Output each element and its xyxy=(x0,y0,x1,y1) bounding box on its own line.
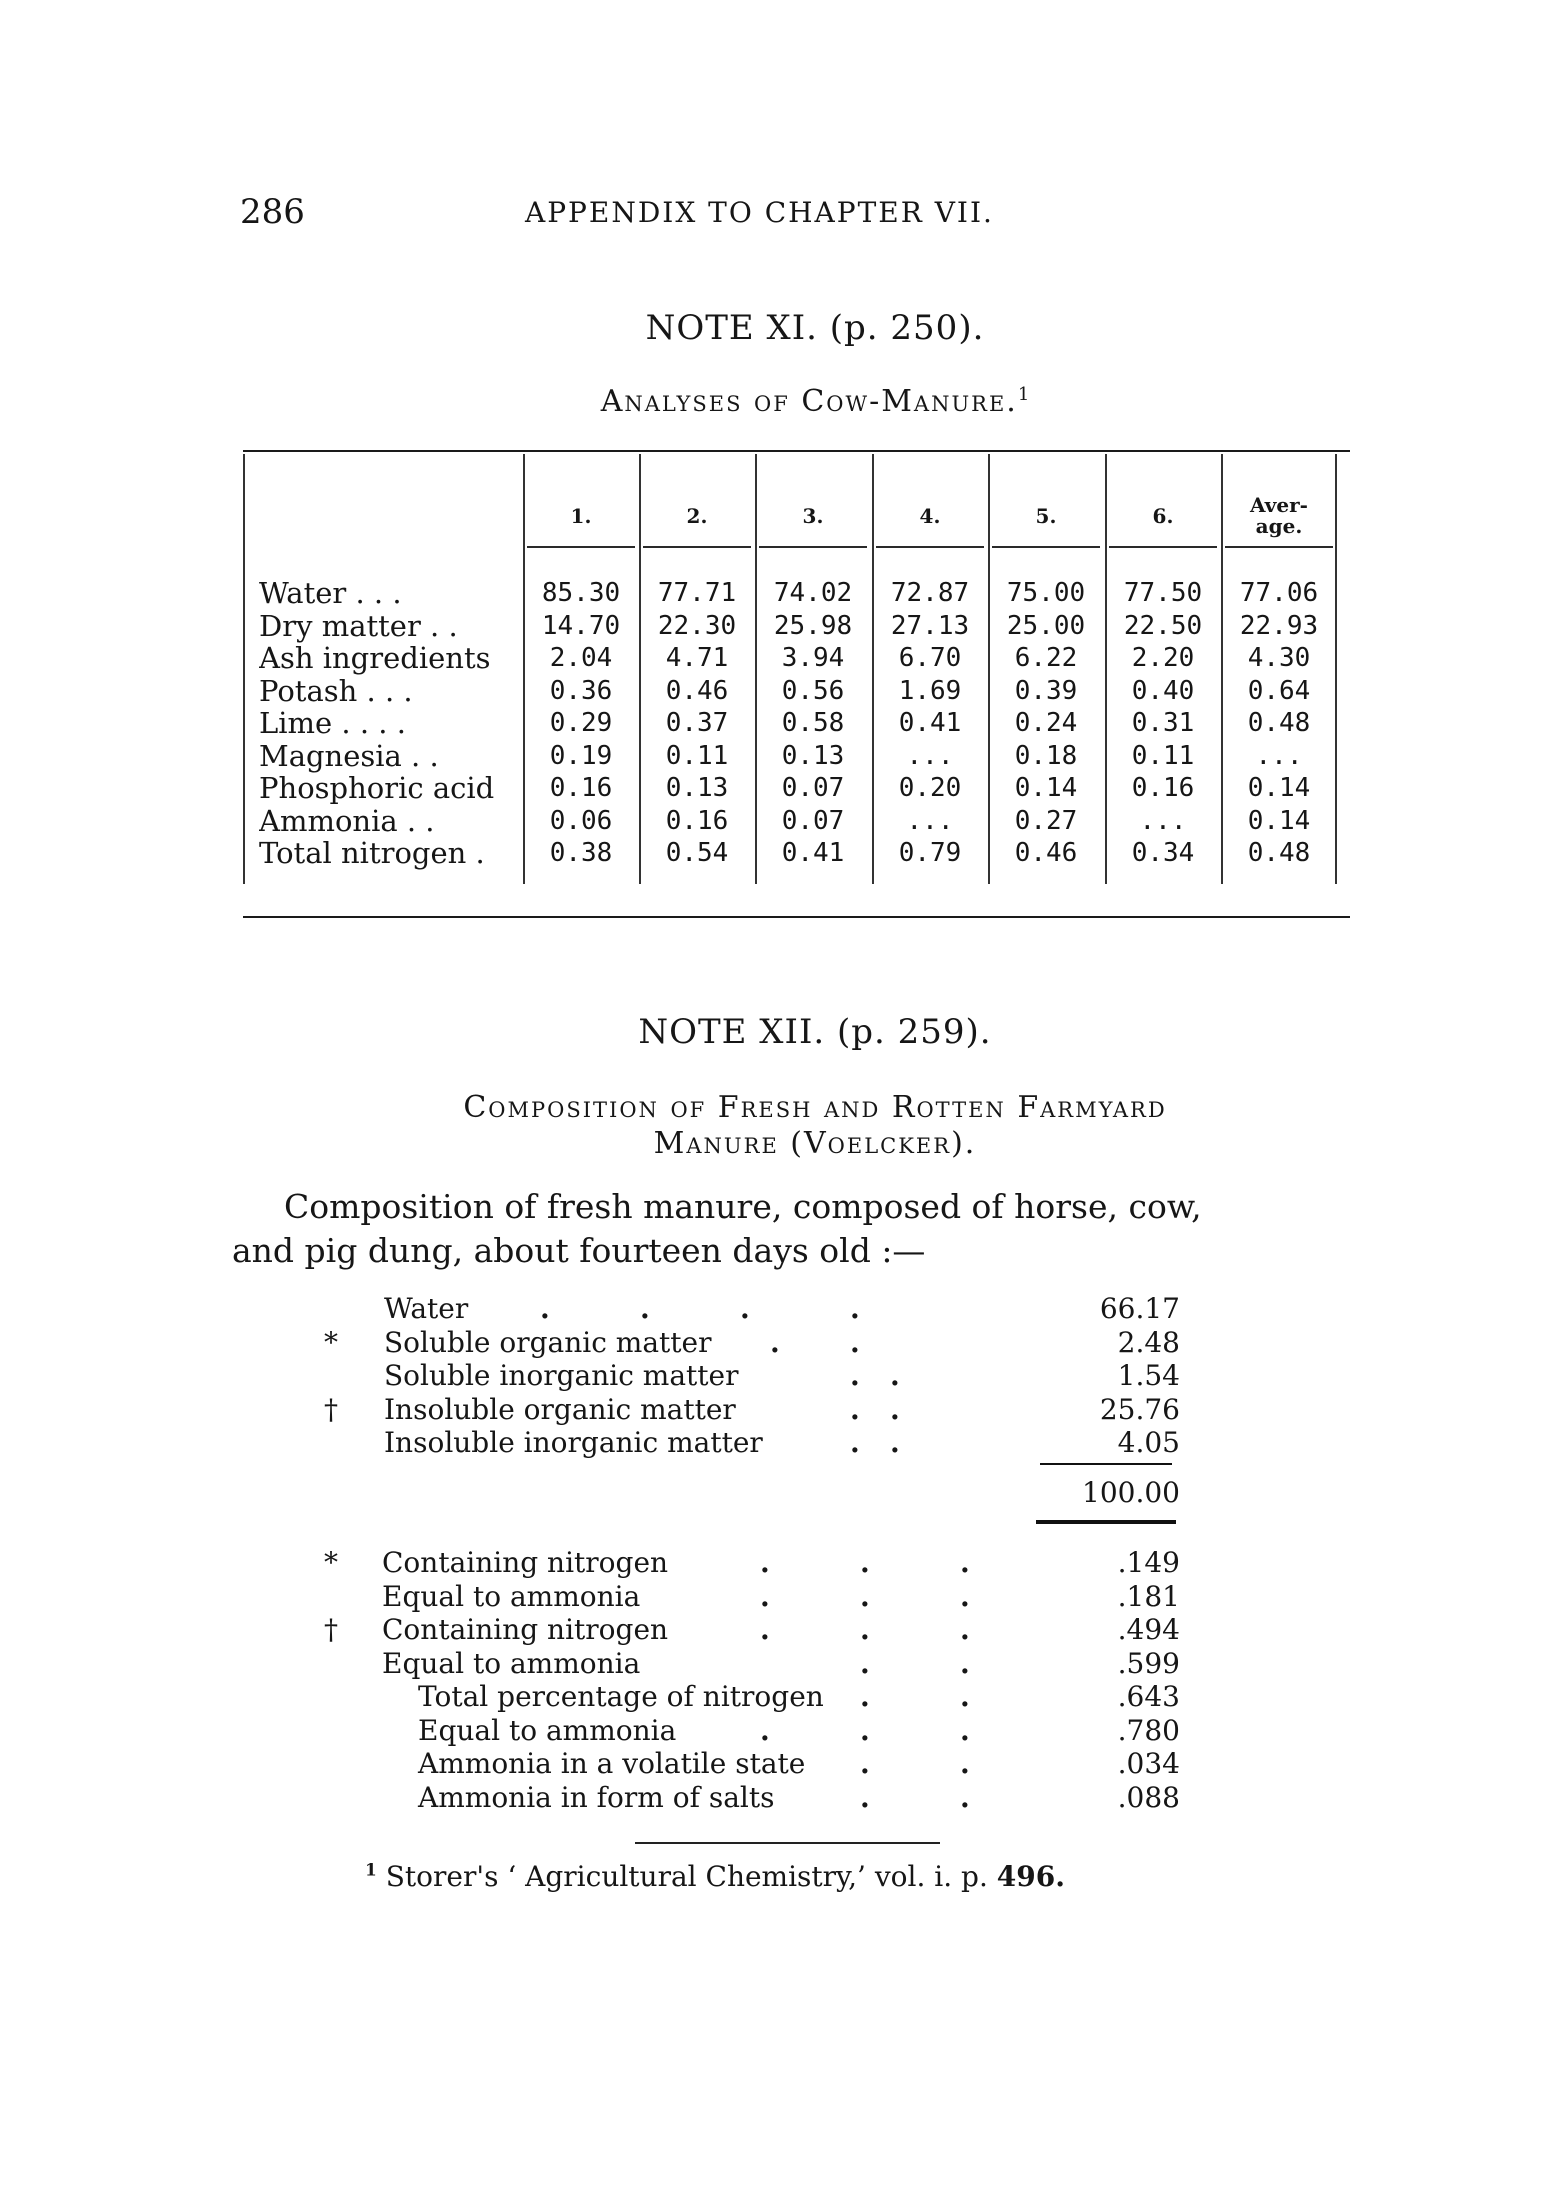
item-label: Soluble inorganic matter xyxy=(384,1359,739,1392)
item-label: Water xyxy=(384,1292,469,1325)
table-cell: 25.00 xyxy=(1006,610,1086,641)
list-item xyxy=(340,1747,1240,1780)
table-cell: 6.70 xyxy=(898,643,962,673)
header-part: Aver- xyxy=(1250,493,1308,517)
note-xi-caption-text: Analyses of Cow-Manure. xyxy=(600,384,1018,419)
row-label: Dry matter . . xyxy=(259,608,458,643)
header-rule xyxy=(527,546,635,548)
cow-manure-table xyxy=(243,450,1350,918)
list-item xyxy=(324,1546,1240,1579)
double-rule xyxy=(1036,1520,1176,1524)
column-header: 4. xyxy=(919,503,941,528)
table-cell: 22.50 xyxy=(1123,610,1203,641)
table-cell: 0.11 xyxy=(665,740,729,771)
table-cell: 0.13 xyxy=(665,773,729,803)
table-cell: ... xyxy=(1139,805,1187,836)
row-label: Ash ingredients xyxy=(259,641,491,675)
reference-mark: * xyxy=(324,1546,338,1579)
table-cell: 74.02 xyxy=(773,578,853,608)
table-row xyxy=(243,836,1350,868)
leader-dot: . xyxy=(890,1392,900,1426)
sum-rule xyxy=(1040,1463,1172,1465)
list-item xyxy=(340,1781,1240,1814)
total-value: 100.00 xyxy=(1082,1476,1180,1509)
reference-mark: † xyxy=(324,1613,338,1646)
table-cell: 0.06 xyxy=(549,805,613,836)
item-value: .088 xyxy=(1117,1780,1180,1814)
table-cell: 77.71 xyxy=(657,578,737,608)
table-cell: 0.19 xyxy=(549,740,613,771)
table-cell: 25.98 xyxy=(773,610,853,641)
table-cell: 0.37 xyxy=(665,708,729,738)
page-number: 286 xyxy=(240,192,305,232)
table-top-rule xyxy=(243,450,1350,452)
leader-dot: . xyxy=(860,1646,870,1680)
leader-dot: . xyxy=(640,1292,650,1325)
row-label: Magnesia . . xyxy=(259,738,439,773)
leader-dot: . xyxy=(860,1713,870,1747)
table-cell: 0.27 xyxy=(1014,805,1078,836)
table-cell: 0.13 xyxy=(781,740,845,771)
table-cell: ... xyxy=(1255,740,1303,771)
list-item xyxy=(340,1680,1240,1713)
table-cell: ... xyxy=(906,740,954,771)
row-label: Phosphoric acid xyxy=(259,771,495,805)
table-cell: 0.48 xyxy=(1247,708,1311,738)
leader-dot: . xyxy=(850,1325,860,1359)
leader-dot: . xyxy=(890,1359,900,1392)
reference-mark: † xyxy=(324,1392,338,1426)
item-value: 4.05 xyxy=(1117,1426,1180,1459)
table-cell: 4.71 xyxy=(665,643,729,673)
header-rule xyxy=(643,546,751,548)
header-part: age. xyxy=(1255,514,1303,538)
reference-mark: * xyxy=(324,1325,338,1359)
leader-dot: . xyxy=(860,1613,870,1646)
table-cell: 4.30 xyxy=(1247,643,1311,673)
note-xi-caption xyxy=(240,384,1390,419)
leader-dot: . xyxy=(850,1392,860,1426)
leader-dot: . xyxy=(960,1780,970,1814)
leader-dot: . xyxy=(850,1359,860,1392)
leader-dot: . xyxy=(540,1292,550,1325)
running-head: APPENDIX TO CHAPTER VII. xyxy=(525,196,994,229)
table-cell: 77.06 xyxy=(1239,578,1319,608)
footnote-page: 496. xyxy=(996,1860,1065,1893)
item-label: Soluble organic matter xyxy=(384,1325,712,1359)
leader-dot: . xyxy=(960,1680,970,1713)
table-cell: 0.14 xyxy=(1014,773,1078,803)
leader-dot: . xyxy=(860,1680,870,1713)
leader-dot: . xyxy=(770,1325,780,1359)
leader-dot: . xyxy=(860,1780,870,1814)
item-value: .599 xyxy=(1117,1646,1180,1680)
column-header xyxy=(1225,486,1333,546)
item-value: 2.48 xyxy=(1117,1325,1180,1359)
item-label: Equal to ammonia xyxy=(382,1646,641,1680)
table-cell: 0.16 xyxy=(1131,773,1195,803)
intro-line: Composition of fresh manure, composed of horse, cow, xyxy=(284,1187,1202,1226)
item-value: .181 xyxy=(1117,1579,1180,1613)
footnote-ref: 1 xyxy=(1017,384,1030,405)
table-cell: 0.24 xyxy=(1014,708,1078,738)
table-cell: 0.41 xyxy=(898,708,962,738)
note-xii-caption-line1: Composition of Fresh and Rotten Farmyard xyxy=(463,1090,1167,1125)
item-label: Equal to ammonia xyxy=(382,1579,641,1613)
item-value: 1.54 xyxy=(1117,1359,1180,1392)
table-row xyxy=(243,576,1350,608)
table-cell: 0.56 xyxy=(781,675,845,706)
list-item xyxy=(340,1714,1240,1747)
list-item xyxy=(324,1325,1240,1359)
list-item xyxy=(324,1613,1240,1646)
table-cell: 75.00 xyxy=(1006,578,1086,608)
table-cell: 0.58 xyxy=(781,708,845,738)
row-label: Potash . . . xyxy=(259,673,413,708)
leader-dot: . xyxy=(860,1579,870,1613)
table-cell: 0.07 xyxy=(781,805,845,836)
table-cell: 27.13 xyxy=(890,610,970,641)
item-label: Containing nitrogen xyxy=(382,1613,669,1646)
table-cell: 0.48 xyxy=(1247,838,1311,868)
table-cell: 22.30 xyxy=(657,610,737,641)
header-rule xyxy=(876,546,984,548)
intro-paragraph xyxy=(232,1185,1352,1273)
column-header: 2. xyxy=(686,503,708,528)
table-cell: 0.20 xyxy=(898,773,962,803)
list-item xyxy=(340,1426,1240,1459)
table-cell: 1.69 xyxy=(898,675,962,706)
table-cell: 2.20 xyxy=(1131,643,1195,673)
item-value: .780 xyxy=(1117,1713,1180,1747)
item-value: .494 xyxy=(1117,1613,1180,1646)
leader-dot: . xyxy=(960,1713,970,1747)
list-item xyxy=(340,1647,1240,1680)
column-header: 5. xyxy=(1035,503,1057,528)
total-row xyxy=(340,1476,1240,1509)
intro-line: and pig dung, about fourteen days old :— xyxy=(232,1231,926,1270)
leader-dot: . xyxy=(960,1747,970,1780)
item-label: Total percentage of nitrogen xyxy=(418,1680,824,1713)
header-rule xyxy=(992,546,1100,548)
table-cell: 0.41 xyxy=(781,838,845,868)
table-cell: 6.22 xyxy=(1014,643,1078,673)
table-cell: 72.87 xyxy=(890,578,970,608)
list-item xyxy=(324,1392,1240,1426)
table-cell: 2.04 xyxy=(549,643,613,673)
leader-dot: . xyxy=(960,1579,970,1613)
table-cell: 0.16 xyxy=(665,805,729,836)
list-item xyxy=(340,1580,1240,1613)
leader-dot: . xyxy=(760,1579,770,1613)
table-cell: 0.18 xyxy=(1014,740,1078,771)
table-cell: 0.31 xyxy=(1131,708,1195,738)
table-cell: 77.50 xyxy=(1123,578,1203,608)
table-cell: 0.14 xyxy=(1247,805,1311,836)
row-label: Lime . . . . xyxy=(259,706,406,740)
leader-dot: . xyxy=(960,1546,970,1579)
item-value: .149 xyxy=(1117,1546,1180,1579)
table-bottom-rule xyxy=(243,916,1350,918)
table-row xyxy=(243,609,1350,641)
item-value: .034 xyxy=(1117,1747,1180,1780)
note-xii-title: NOTE XII. (p. 259). xyxy=(638,1012,992,1052)
table-cell: 14.70 xyxy=(541,610,621,641)
item-value: .643 xyxy=(1117,1680,1180,1713)
leader-dot: . xyxy=(890,1426,900,1459)
note-xii-caption-line2: Manure (Voelcker). xyxy=(653,1126,977,1161)
table-cell: 3.94 xyxy=(781,643,845,673)
table-cell: 0.46 xyxy=(1014,838,1078,868)
table-row xyxy=(243,674,1350,706)
leader-dot: . xyxy=(850,1292,860,1325)
column-header: 6. xyxy=(1152,503,1174,528)
table-cell: ... xyxy=(906,805,954,836)
table-cell: 0.07 xyxy=(781,773,845,803)
item-label: Equal to ammonia xyxy=(418,1713,677,1747)
footnote-text: Storer's ‘ Agricultural Chemistry,’ vol. i. p. xyxy=(385,1860,997,1893)
row-label: Ammonia . . xyxy=(259,803,435,838)
table-cell: 0.40 xyxy=(1131,675,1195,706)
leader-dot: . xyxy=(760,1613,770,1646)
item-value: 25.76 xyxy=(1099,1392,1180,1426)
item-label: Ammonia in a volatile state xyxy=(418,1747,806,1780)
list-item xyxy=(340,1359,1240,1392)
item-value: 66.17 xyxy=(1099,1292,1180,1325)
table-cell: 0.39 xyxy=(1014,675,1078,706)
leader-dot: . xyxy=(760,1546,770,1579)
table-row xyxy=(243,804,1350,836)
header-rule xyxy=(1109,546,1217,548)
page-header xyxy=(240,192,1390,232)
item-label: Ammonia in form of salts xyxy=(418,1780,775,1814)
leader-dot: . xyxy=(860,1747,870,1780)
footnote-rule xyxy=(635,1842,940,1844)
leader-dot: . xyxy=(960,1646,970,1680)
table-row xyxy=(243,706,1350,738)
table-cell: 0.11 xyxy=(1131,740,1195,771)
footnote xyxy=(365,1860,1265,1893)
table-cell: 0.14 xyxy=(1247,773,1311,803)
table-cell: 0.64 xyxy=(1247,675,1311,706)
table-cell: 85.30 xyxy=(541,578,621,608)
note-xi-title: NOTE XI. (p. 250). xyxy=(645,308,985,348)
column-header: 3. xyxy=(802,503,824,528)
item-label: Insoluble inorganic matter xyxy=(384,1426,763,1459)
table-cell: 0.16 xyxy=(549,773,613,803)
table-cell: 0.38 xyxy=(549,838,613,868)
leader-dot: . xyxy=(740,1292,750,1325)
row-label: Total nitrogen . xyxy=(259,836,485,870)
list-item xyxy=(340,1292,1240,1325)
table-cell: 0.29 xyxy=(549,708,613,738)
table-cell: 0.79 xyxy=(898,838,962,868)
table-row xyxy=(243,739,1350,771)
header-rule xyxy=(759,546,867,548)
item-label: Containing nitrogen xyxy=(382,1546,669,1579)
column-header: 1. xyxy=(570,503,592,528)
item-label: Insoluble organic matter xyxy=(384,1392,736,1426)
leader-dot: . xyxy=(760,1713,770,1747)
table-row xyxy=(243,641,1350,673)
leader-dot: . xyxy=(960,1613,970,1646)
table-row xyxy=(243,771,1350,803)
leader-dot: . xyxy=(860,1546,870,1579)
header-wrap xyxy=(1250,495,1308,537)
table-cell: 0.46 xyxy=(665,675,729,706)
leader-dot: . xyxy=(850,1426,860,1459)
header-rule xyxy=(1225,546,1333,548)
table-cell: 0.54 xyxy=(665,838,729,868)
table-cell: 0.36 xyxy=(549,675,613,706)
footnote-mark: 1 xyxy=(365,1860,377,1881)
table-cell: 22.93 xyxy=(1239,610,1319,641)
row-label: Water . . . xyxy=(259,576,402,610)
table-cell: 0.34 xyxy=(1131,838,1195,868)
